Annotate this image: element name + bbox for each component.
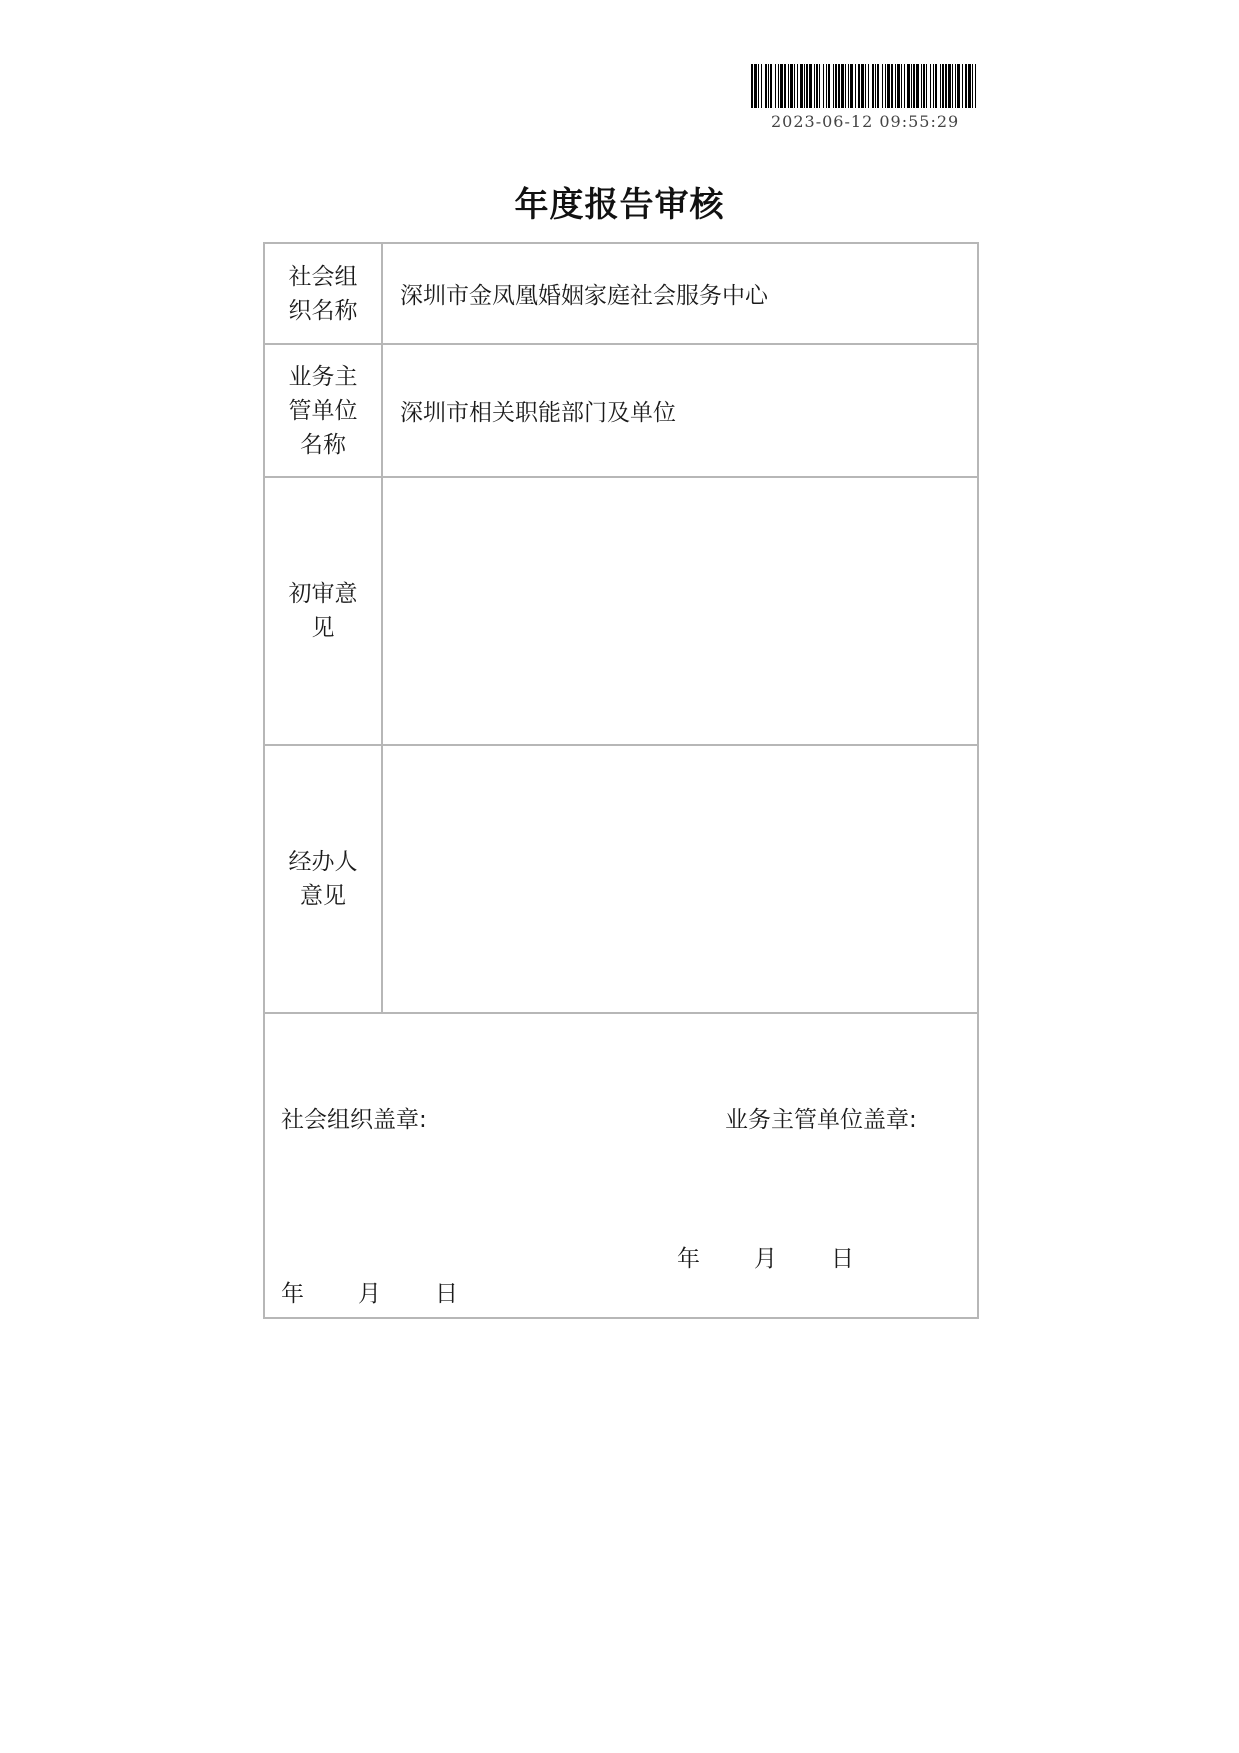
handler-opinion-value	[383, 746, 977, 1012]
initial-review-row	[265, 478, 977, 746]
barcode-timestamp: 2023-06-12 09:55:29	[771, 112, 960, 131]
seal-section	[265, 1014, 977, 1317]
org-name-row	[265, 244, 977, 345]
org-date-day: 日	[435, 1281, 458, 1307]
unit-seal-label: 业务主管单位盖章:	[725, 1107, 917, 1133]
review-form	[263, 242, 979, 1319]
org-name-label-cell	[265, 244, 383, 343]
handler-opinion-row	[265, 746, 977, 1014]
org-seal-date	[281, 1275, 458, 1308]
unit-date-year: 年	[677, 1246, 700, 1272]
handler-opinion-label: 经办人意见	[288, 849, 358, 909]
initial-review-label: 初审意见	[288, 581, 358, 641]
org-name-label: 社会组织名称	[288, 263, 358, 324]
org-date-month: 月	[358, 1281, 381, 1307]
org-date-year: 年	[281, 1281, 304, 1307]
supervisor-label: 业务主管单位名称	[288, 363, 358, 458]
handler-opinion-label-cell	[265, 746, 383, 1012]
unit-date-day: 日	[831, 1246, 854, 1272]
unit-seal-date	[677, 1240, 854, 1273]
barcode	[751, 64, 977, 131]
unit-date-month: 月	[754, 1246, 777, 1272]
barcode-icon	[751, 64, 977, 108]
page-title: 年度报告审核	[514, 185, 725, 225]
supervisor-value: 深圳市相关职能部门及单位	[400, 400, 676, 426]
org-name-value: 深圳市金凤凰婚姻家庭社会服务中心	[400, 283, 768, 309]
org-seal-label: 社会组织盖章:	[281, 1107, 427, 1133]
initial-review-value	[383, 478, 977, 744]
supervisor-label-cell	[265, 345, 383, 476]
initial-review-label-cell	[265, 478, 383, 744]
supervisor-row	[265, 345, 977, 478]
